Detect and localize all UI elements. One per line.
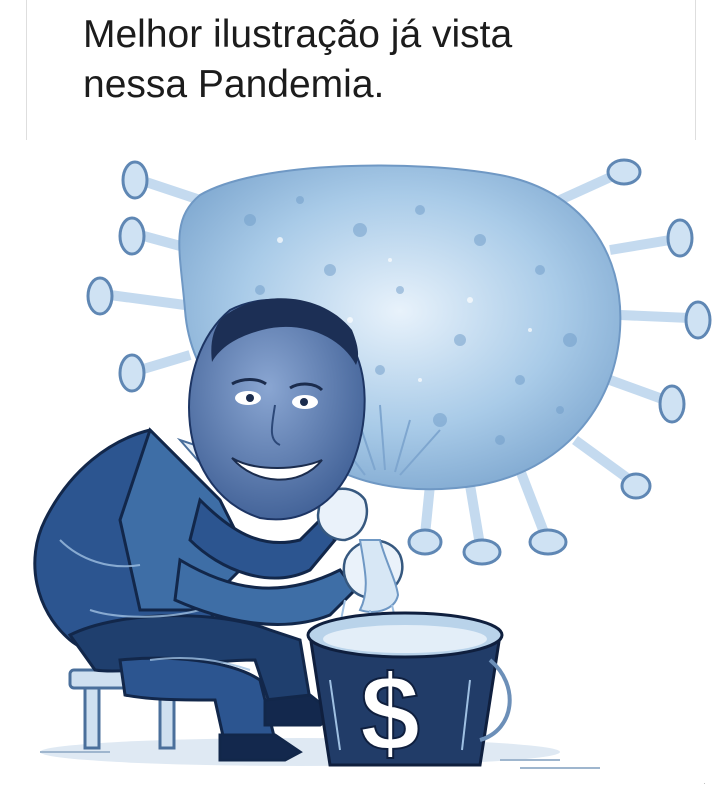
corner-mark: · — [703, 778, 706, 788]
post-caption-box — [26, 0, 696, 140]
dollar-sign: $ — [359, 652, 421, 773]
caption-line-2: nessa Pandemia. — [83, 63, 385, 106]
man-head — [189, 298, 365, 519]
cartoon-illustration — [0, 140, 720, 796]
caption-line-1: Melhor ilustração já vista — [83, 13, 513, 56]
post-caption — [83, 10, 643, 110]
